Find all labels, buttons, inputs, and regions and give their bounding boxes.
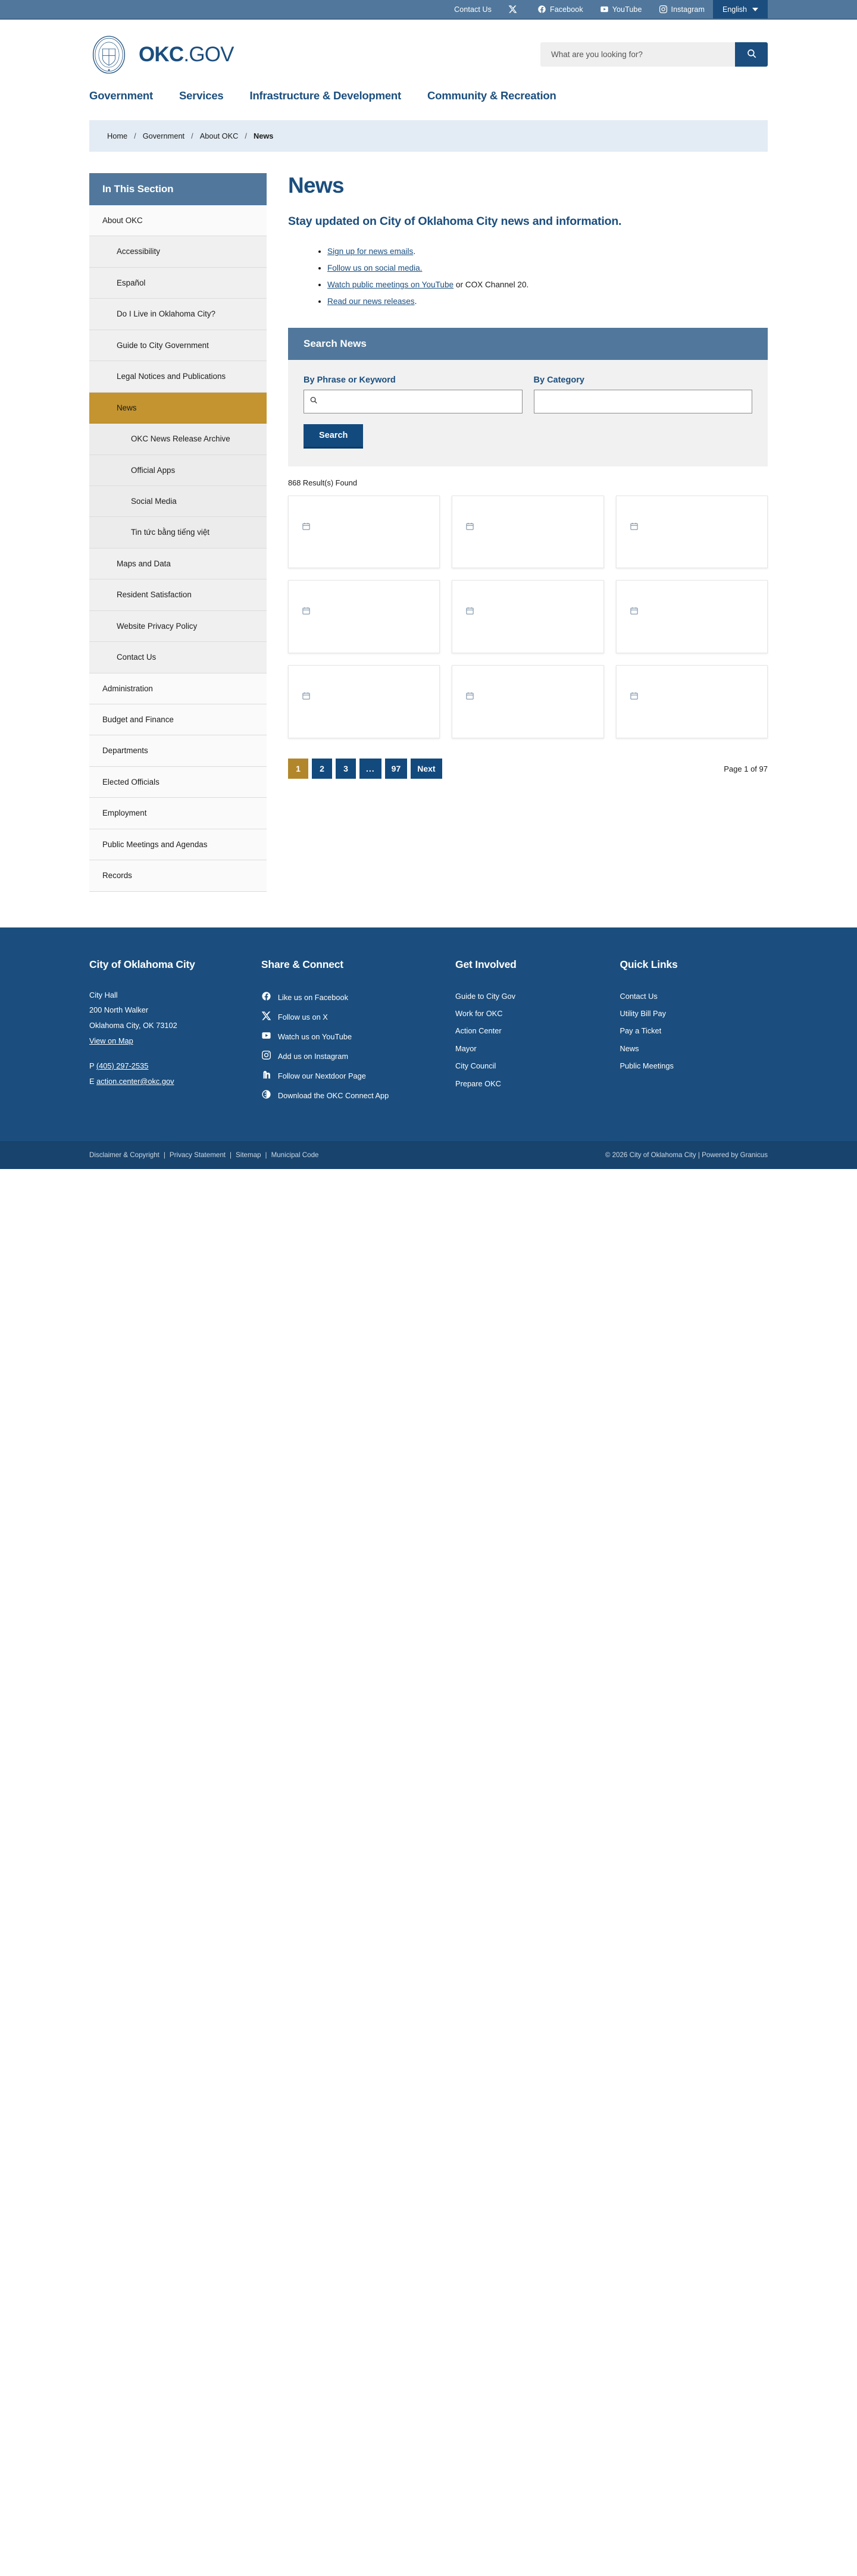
sidebar-item-label: Social Media [131, 496, 177, 506]
footer-column-share [261, 958, 439, 1105]
footer-legal-links [89, 1151, 318, 1159]
site-footer [0, 927, 857, 1141]
footer-link-guide-to-city-gov[interactable]: Guide to City Gov [455, 991, 516, 1001]
calendar-icon [630, 606, 639, 619]
intro-link-item [327, 260, 768, 277]
phrase-field-label: By Phrase or Keyword [304, 375, 396, 385]
footer-social-youtube[interactable] [261, 1027, 439, 1046]
sidebar-item-administration[interactable] [89, 673, 267, 704]
pagination-page-2[interactable]: 2 [312, 759, 332, 779]
sidebar-item-employment[interactable] [89, 798, 267, 829]
pagination [288, 759, 442, 779]
instagram-icon [261, 1050, 271, 1062]
svg-text:★: ★ [107, 68, 111, 73]
site-search-input[interactable] [540, 42, 735, 67]
news-card-meta [630, 521, 754, 534]
intro-link-suffix: . [414, 296, 417, 306]
footer-social-app[interactable] [261, 1086, 439, 1105]
sidebar-item-label: News [117, 403, 137, 412]
sidebar-item-label: Contact Us [117, 653, 157, 662]
footer-link-pay-a-ticket[interactable]: Pay a Ticket [620, 1026, 662, 1036]
category-field-group [534, 375, 753, 413]
sidebar-item-label: Administration [102, 684, 153, 693]
footer-social-label: Add us on Instagram [277, 1051, 348, 1061]
footer-legal-disclaimer-copyright[interactable]: Disclaimer & Copyright [89, 1151, 159, 1159]
header-search [540, 42, 768, 67]
app-icon [261, 1089, 271, 1101]
search-news-heading: Search News [288, 328, 768, 360]
footer-address-line: City Hall [89, 990, 118, 999]
pagination-next-button[interactable]: Next [411, 759, 442, 779]
sidebar-item-public-meetings-and-agendas[interactable] [89, 829, 267, 860]
wordmark [139, 43, 234, 67]
sidebar-item-label: Website Privacy Policy [117, 621, 198, 631]
breadcrumb-separator: / [245, 131, 247, 140]
section-sidebar [89, 173, 267, 892]
utility-youtube-label: YouTube [612, 5, 642, 14]
footer-column-city [89, 958, 245, 1105]
results-count: 868 Result(s) Found [288, 478, 357, 487]
sidebar-item-label: Public Meetings and Agendas [102, 839, 208, 849]
breadcrumb-separator: / [191, 131, 193, 140]
sidebar-item-tin-t-c-b-ng-ti-ng-vi-t[interactable] [89, 517, 267, 548]
sidebar-item-label: Resident Satisfaction [117, 590, 192, 600]
footer-copyright: © 2026 City of Oklahoma City | Powered by Granicus [605, 1151, 768, 1159]
language-selector[interactable] [713, 0, 768, 18]
sidebar-item-maps-and-data[interactable] [89, 549, 267, 579]
wordmark-bold: OKC [139, 42, 184, 66]
news-card-meta [465, 606, 590, 619]
site-header [0, 20, 857, 89]
calendar-icon [630, 522, 639, 534]
breadcrumb-about-okc[interactable]: About OKC [199, 131, 239, 140]
news-card[interactable] [452, 665, 603, 738]
instagram-icon [659, 5, 668, 14]
sidebar-item-label: Maps and Data [117, 559, 171, 568]
news-card-meta [630, 606, 754, 619]
footer-link-action-center[interactable]: Action Center [455, 1026, 502, 1036]
footer-legal-sitemap[interactable]: Sitemap [236, 1151, 261, 1159]
intro-link-suffix: or COX Channel 20. [453, 280, 529, 289]
calendar-icon [302, 606, 311, 619]
news-card[interactable] [616, 665, 768, 738]
footer-legal-municipal-code[interactable]: Municipal Code [271, 1151, 319, 1159]
sidebar-item-guide-to-city-government[interactable] [89, 330, 267, 361]
utility-youtube[interactable] [592, 0, 650, 18]
city-seal-icon [89, 35, 129, 74]
sidebar-item-elected-officials[interactable] [89, 767, 267, 798]
news-card-meta [302, 691, 426, 704]
sidebar-item-label: Guide to City Government [117, 340, 209, 350]
sidebar-item-label: Tin tức bằng tiếng việt [131, 528, 210, 537]
sidebar-item-label: About OKC [102, 216, 143, 225]
chevron-down-icon [752, 8, 758, 11]
footer-social-label: Watch us on YouTube [277, 1032, 352, 1041]
pagination-page-97[interactable]: 97 [385, 759, 408, 779]
category-field-label: By Category [533, 375, 584, 385]
footer-social-label: Like us on Facebook [277, 992, 348, 1002]
footer-link-contact-us[interactable]: Contact Us [620, 991, 658, 1001]
sidebar-heading: In This Section [89, 173, 267, 205]
site-logo-link[interactable] [89, 35, 234, 74]
news-card-meta [630, 691, 754, 704]
main-content [288, 173, 768, 779]
intro-link-list [288, 243, 768, 309]
page-title: News [288, 173, 344, 198]
calendar-icon [465, 522, 474, 534]
news-category-input[interactable] [534, 390, 753, 413]
news-card[interactable] [288, 665, 440, 738]
facebook-icon [537, 5, 546, 14]
sidebar-item-news[interactable] [89, 393, 267, 424]
sidebar-item-accessibility[interactable] [89, 236, 267, 267]
sidebar-item-label: Legal Notices and Publications [117, 372, 226, 381]
nav-item-services[interactable]: Services [179, 89, 224, 102]
footer-link-city-council[interactable]: City Council [455, 1061, 496, 1071]
intro-link[interactable]: Read our news releases [327, 296, 415, 306]
sidebar-item-departments[interactable] [89, 735, 267, 766]
breadcrumb-current: News [253, 131, 274, 140]
news-search-button[interactable]: Search [304, 424, 363, 449]
footer-heading-city: City of Oklahoma City [89, 958, 195, 970]
sidebar-item-resident-satisfaction[interactable] [89, 579, 267, 610]
youtube-icon [261, 1030, 271, 1042]
news-card-meta [302, 606, 426, 619]
footer-social-label: Follow our Nextdoor Page [277, 1071, 366, 1080]
footer-legal-separator: | [265, 1151, 267, 1159]
breadcrumb-government[interactable]: Government [142, 131, 185, 140]
x-icon [508, 5, 517, 14]
footer-legal-separator: | [163, 1151, 165, 1159]
youtube-icon [600, 5, 609, 14]
footer-view-on-map-link[interactable]: View on Map [89, 1036, 133, 1046]
sidebar-list [89, 205, 267, 892]
intro-link-item [327, 277, 768, 293]
footer-heading-quick: Quick Links [620, 958, 678, 970]
search-news-panel [288, 328, 768, 466]
facebook-icon [261, 991, 271, 1003]
sidebar-item-contact-us[interactable] [89, 642, 267, 673]
news-card-meta [465, 691, 590, 704]
breadcrumb-home[interactable]: Home [107, 131, 128, 140]
footer-social-x[interactable] [261, 1007, 439, 1027]
page-lede: Stay updated on City of Oklahoma City news and information. [288, 215, 622, 228]
breadcrumb-separator: / [134, 131, 136, 140]
utility-instagram[interactable] [650, 0, 713, 18]
intro-link[interactable]: Follow us on social media. [327, 264, 423, 273]
calendar-icon [465, 606, 474, 619]
utility-facebook-label: Facebook [549, 5, 583, 14]
footer-email-prefix: E [89, 1076, 95, 1086]
news-card-meta [302, 521, 426, 534]
nav-item-infrastructure-development[interactable]: Infrastructure & Development [249, 89, 401, 102]
footer-link-public-meetings[interactable]: Public Meetings [620, 1061, 674, 1071]
footer-social-label: Follow us on X [277, 1012, 328, 1021]
sidebar-item-label: Budget and Finance [102, 715, 174, 724]
footer-link-news[interactable]: News [620, 1043, 639, 1053]
calendar-icon [302, 691, 311, 704]
footer-heading-involved: Get Involved [455, 958, 517, 970]
page-indicator: Page 1 of 97 [724, 764, 768, 773]
utility-contact-us[interactable] [446, 0, 500, 18]
language-label: English [722, 5, 747, 14]
footer-social-facebook[interactable] [261, 988, 439, 1007]
footer-phone-link[interactable]: (405) 297-2535 [96, 1061, 149, 1070]
sidebar-item-about-okc[interactable] [89, 205, 267, 236]
news-card[interactable] [616, 496, 768, 569]
intro-link-item [327, 293, 768, 310]
utility-contact-us-label: Contact Us [454, 5, 492, 14]
wordmark-light: .GOV [183, 42, 234, 66]
news-card-meta [465, 521, 590, 534]
sidebar-item-label: OKC News Release Archive [131, 434, 230, 444]
footer-column-involved [455, 958, 603, 1105]
sidebar-item-social-media[interactable] [89, 486, 267, 517]
phrase-field-group [304, 375, 523, 413]
search-icon [746, 48, 757, 61]
footer-link-work-for-okc[interactable]: Work for OKC [455, 1009, 503, 1019]
nav-item-government[interactable]: Government [89, 89, 153, 102]
footer-bottom-bar [0, 1141, 857, 1169]
sidebar-item-legal-notices-and-publications[interactable] [89, 361, 267, 392]
footer-social-label: Download the OKC Connect App [277, 1090, 389, 1100]
footer-link-prepare-okc[interactable]: Prepare OKC [455, 1079, 501, 1088]
sidebar-item-website-privacy-policy[interactable] [89, 611, 267, 642]
footer-phone-prefix: P [89, 1061, 95, 1070]
sidebar-item-okc-news-release-archive[interactable] [89, 424, 267, 455]
sidebar-item-label: Employment [102, 808, 147, 818]
pagination-row [288, 759, 768, 779]
sidebar-item-budget-and-finance[interactable] [89, 704, 267, 735]
sidebar-item-label: Español [117, 278, 146, 287]
utility-bar [0, 0, 857, 20]
footer-social-instagram[interactable] [261, 1046, 439, 1066]
footer-heading-share: Share & Connect [261, 958, 343, 970]
news-card-grid [288, 496, 768, 738]
footer-legal-privacy-statement[interactable]: Privacy Statement [169, 1151, 226, 1159]
sidebar-item-espa-ol[interactable] [89, 268, 267, 299]
sidebar-item-label: Official Apps [131, 465, 176, 475]
sidebar-item-label: Accessibility [117, 247, 160, 256]
footer-address-line: Oklahoma City, OK 73102 [89, 1021, 177, 1030]
pagination-page-3[interactable]: 3 [336, 759, 356, 779]
intro-link-suffix: . [413, 247, 416, 256]
pagination-page-1[interactable]: 1 [288, 759, 308, 779]
sidebar-item-label: Records [102, 871, 132, 880]
footer-quick-list [620, 988, 768, 1075]
footer-link-utility-bill-pay[interactable]: Utility Bill Pay [620, 1009, 667, 1019]
footer-email-link[interactable]: action.center@okc.gov [96, 1076, 174, 1086]
sidebar-item-records[interactable] [89, 860, 267, 891]
pagination-ellipsis[interactable]: ... [359, 759, 381, 779]
site-search-button[interactable] [735, 42, 768, 67]
calendar-icon [465, 691, 474, 704]
footer-address-line: 200 North Walker [89, 1005, 149, 1015]
nav-item-community-recreation[interactable]: Community & Recreation [427, 89, 556, 102]
news-card[interactable] [452, 580, 603, 653]
intro-link[interactable]: Watch public meetings on YouTube [327, 280, 454, 289]
utility-instagram-label: Instagram [671, 5, 705, 14]
x-icon [261, 1011, 271, 1023]
sidebar-item-official-apps[interactable] [89, 455, 267, 486]
utility-x[interactable] [500, 0, 529, 18]
footer-social-list [261, 988, 439, 1105]
utility-facebook[interactable] [529, 0, 592, 18]
news-card[interactable] [452, 496, 603, 569]
news-card[interactable] [288, 496, 440, 569]
footer-social-nextdoor[interactable] [261, 1066, 439, 1086]
sidebar-item-label: Do I Live in Oklahoma City? [117, 309, 215, 319]
footer-legal-separator: | [230, 1151, 232, 1159]
footer-involved-list [455, 988, 603, 1093]
news-phrase-input[interactable] [304, 390, 523, 413]
breadcrumb [89, 120, 768, 152]
main-navigation [0, 89, 857, 120]
calendar-icon [302, 522, 311, 534]
footer-link-mayor[interactable]: Mayor [455, 1043, 477, 1053]
sidebar-item-do-i-live-in-oklahoma-city[interactable] [89, 299, 267, 330]
calendar-icon [630, 691, 639, 704]
intro-link[interactable]: Sign up for news emails [327, 247, 414, 256]
news-card[interactable] [288, 580, 440, 653]
sidebar-item-label: Elected Officials [102, 777, 159, 786]
sidebar-item-label: Departments [102, 746, 148, 756]
news-card[interactable] [616, 580, 768, 653]
footer-column-quick [620, 958, 768, 1105]
nextdoor-icon [261, 1070, 271, 1082]
intro-link-item [327, 243, 768, 260]
